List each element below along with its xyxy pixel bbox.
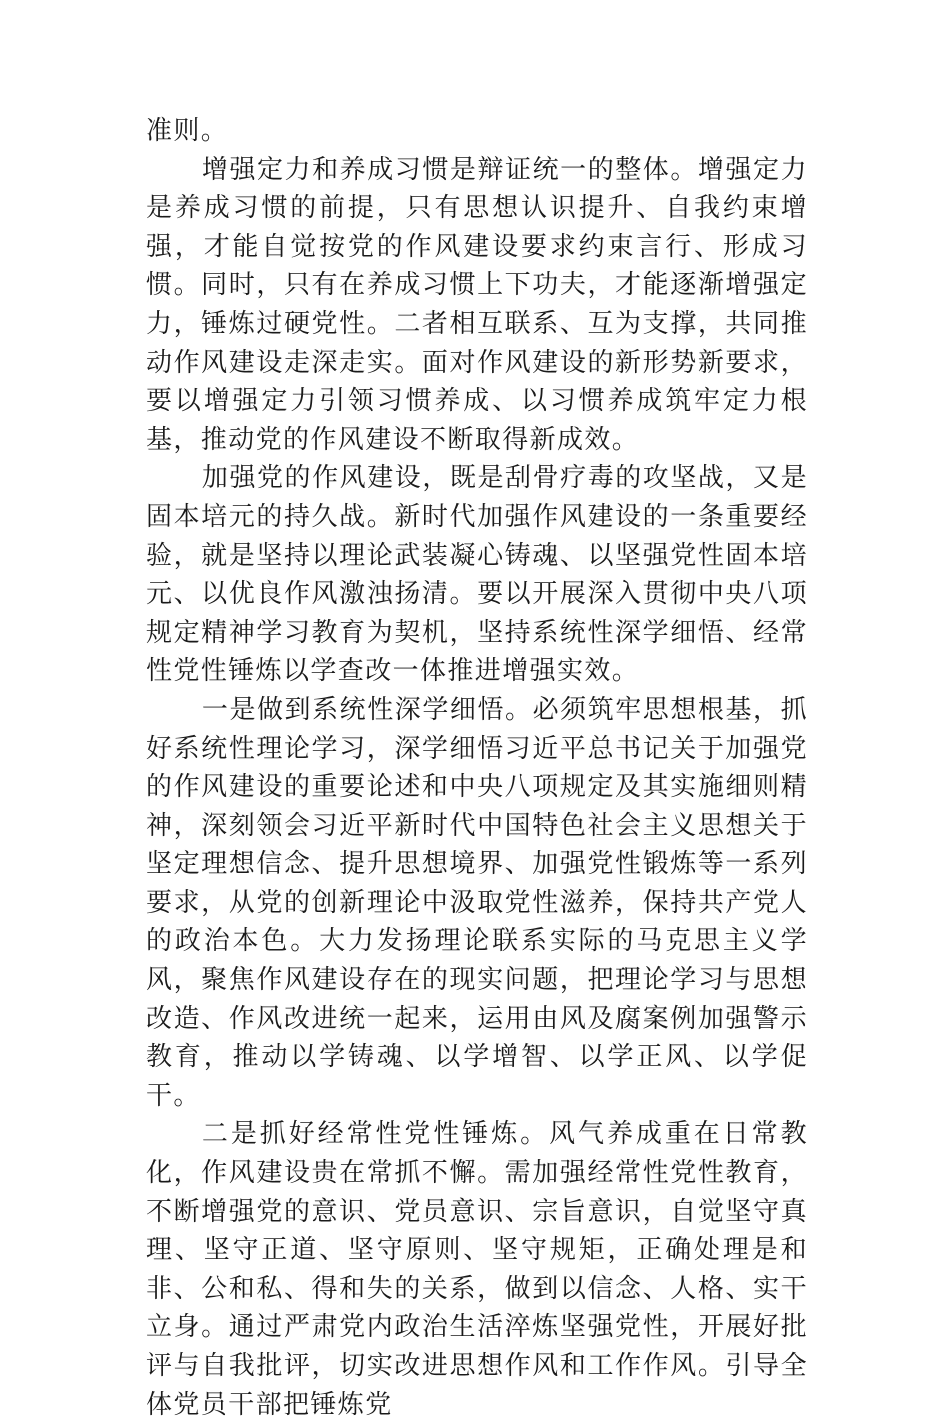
paragraph-1: 准则。 (146, 116, 229, 146)
paragraph-2: 增强定力和养成习惯是辩证统一的整体。增强定力是养成习惯的前提，只有思想认识提升、自我约束增强，才能自觉按党的作风建设要求约束言行、形成习惯。同时，只有在养成习惯上下功夫，才能逐渐增强定力，锤炼过硬党性。二者相互联系、互为支撑，共同推动作风建设走深走实。面对作风建设的新形势新要求，要以增强定力引领习惯养成、以习惯养成筑牢定力根基，推动党的作风建设不断取得新成效。 (146, 154, 808, 455)
paragraph-5: 二是抓好经常性党性锤炼。风气养成重在日常教化，作风建设贵在常抓不懈。需加强经常性党性教育，不断增强党的意识、党员意识、宗旨意识，自觉坚守真理、坚守正道、坚守原则、坚守规矩，正确处理是和非、公和私、得和失的关系，做到以信念、人格、实干立身。通过严肃党内政治生活淬炼坚强党性，开展好批评与自我批评，切实改进思想作风和工作作风。引导全体党员干部把锤炼党 (146, 1119, 808, 1420)
body-text (146, 112, 808, 1424)
paragraph-3: 加强党的作风建设，既是刮骨疗毒的攻坚战，又是固本培元的持久战。新时代加强作风建设的一条重要经验，就是坚持以理论武装凝心铸魂、以坚强党性固本培元、以优良作风激浊扬清。要以开展深入贯彻中央八项规定精神学习教育为契机，坚持系统性深学细悟、经常性党性锤炼以学查改一体推进增强实效。 (146, 463, 808, 687)
paragraph-4: 一是做到系统性深学细悟。必须筑牢思想根基，抓好系统性理论学习，深学细悟习近平总书记关于加强党的作风建设的重要论述和中央八项规定及其实施细则精神，深刻领会习近平新时代中国特色社会主义思想关于坚定理想信念、提升思想境界、加强党性锻炼等一系列要求，从党的创新理论中汲取党性滋养，保持共产党人的政治本色。大力发扬理论联系实际的马克思主义学风，聚焦作风建设存在的现实问题，把理论学习与思想改造、作风改进统一起来，运用由风及腐案例加强警示教育，推动以学铸魂、以学增智、以学正风、以学促干。 (146, 694, 808, 1111)
